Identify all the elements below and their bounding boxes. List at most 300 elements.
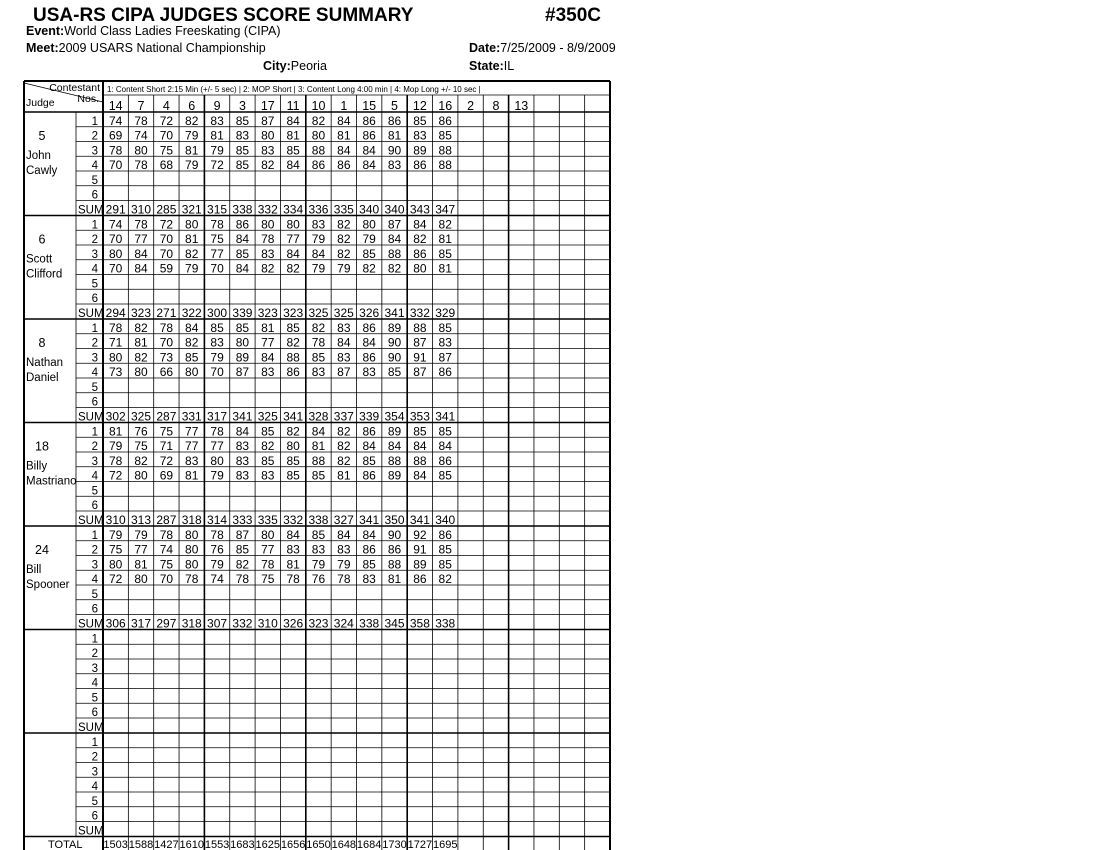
score-cell: 84: [286, 158, 300, 172]
contestant-number: 13: [514, 99, 529, 113]
score-cell: 76: [134, 424, 148, 439]
score-cell: 77: [134, 542, 148, 557]
score-cell: 82: [286, 335, 300, 350]
sum-cell: 317: [207, 409, 228, 424]
score-cell: 69: [159, 468, 174, 483]
sum-cell: 353: [409, 409, 430, 424]
judge-last-name: Clifford: [26, 268, 63, 281]
score-cell: 85: [438, 557, 452, 572]
score-cell: 82: [286, 261, 300, 276]
score-cell: 81: [337, 128, 351, 143]
score-cell: 80: [108, 350, 123, 365]
score-cell: 82: [337, 217, 351, 232]
score-cell: 75: [159, 424, 174, 439]
score-cell: 72: [108, 468, 123, 483]
score-row-number: 6: [91, 189, 98, 202]
score-row-number: 6: [91, 396, 98, 409]
sum-cell: 323: [131, 306, 152, 320]
total-cell: 1427: [154, 839, 179, 850]
sum-label: SUM: [78, 308, 104, 320]
score-cell: 92: [413, 527, 427, 542]
score-row-number: 3: [91, 248, 98, 261]
score-cell: 78: [337, 572, 351, 586]
sum-cell: 350: [384, 513, 405, 527]
contestant-number: 12: [412, 99, 427, 113]
score-cell: 85: [235, 320, 250, 335]
score-cell: 79: [311, 261, 326, 276]
score-cell: 85: [438, 542, 452, 557]
sum-cell: 354: [384, 409, 405, 424]
score-cell: 78: [311, 335, 326, 350]
sum-cell: 358: [409, 616, 430, 631]
score-cell: 73: [108, 365, 123, 379]
sum-cell: 318: [181, 616, 202, 631]
score-cell: 84: [337, 113, 351, 128]
sum-cell: 336: [308, 202, 329, 217]
contestant-number: 4: [162, 99, 170, 113]
sum-label: SUM: [78, 204, 104, 217]
sum-cell: 317: [131, 616, 152, 631]
score-cell: 82: [438, 217, 452, 232]
score-cell: 72: [159, 113, 174, 128]
score-row-number: 2: [91, 130, 98, 143]
score-row-number: 6: [91, 707, 98, 719]
score-row-number: 4: [91, 160, 98, 172]
score-cell: 86: [438, 113, 452, 128]
score-cell: 79: [185, 158, 199, 172]
score-cell: 79: [210, 468, 224, 483]
score-cell: 88: [286, 350, 300, 365]
score-cell: 68: [159, 158, 174, 172]
score-cell: 81: [387, 128, 402, 143]
judge-last-name: Spooner: [26, 579, 70, 591]
score-cell: 82: [337, 232, 351, 246]
contestant-number: 9: [213, 99, 221, 113]
score-row-number: 6: [91, 500, 98, 512]
score-cell: 82: [134, 320, 148, 335]
score-cell: 75: [159, 557, 174, 572]
score-row-number: 4: [91, 367, 98, 379]
score-cell: 80: [286, 217, 300, 232]
score-cell: 81: [185, 232, 199, 246]
score-cell: 86: [438, 453, 452, 468]
score-cell: 77: [286, 232, 300, 246]
score-cell: 88: [438, 143, 452, 158]
score-cell: 88: [311, 143, 326, 158]
sum-cell: 300: [207, 306, 228, 320]
judge-first-name: Nathan: [26, 357, 64, 369]
city-label: City:: [263, 59, 291, 73]
score-cell: 83: [235, 453, 250, 468]
score-cell: 81: [210, 128, 224, 143]
score-cell: 74: [134, 128, 148, 143]
score-cell: 86: [337, 158, 351, 172]
score-cell: 80: [362, 217, 376, 232]
score-cell: 74: [108, 217, 123, 232]
total-label: TOTAL: [48, 839, 83, 850]
score-cell: 75: [108, 542, 123, 557]
score-cell: 82: [362, 261, 376, 276]
score-cell: 89: [413, 557, 427, 572]
score-cell: 78: [134, 158, 148, 172]
score-row-number: 2: [91, 544, 98, 557]
score-cell: 80: [134, 468, 148, 483]
score-cell: 81: [387, 572, 402, 586]
score-cell: 86: [362, 113, 376, 128]
sum-cell: 306: [105, 616, 126, 631]
score-cell: 79: [337, 261, 351, 276]
sum-cell: 345: [384, 616, 405, 631]
score-cell: 84: [438, 439, 452, 453]
score-cell: 85: [311, 350, 326, 365]
score-row-number: 1: [91, 529, 98, 542]
sum-cell: 323: [308, 616, 329, 631]
score-cell: 78: [210, 424, 224, 439]
score-row-number: 5: [91, 278, 98, 291]
sum-cell: 322: [181, 306, 202, 320]
score-cell: 84: [134, 246, 148, 261]
score-cell: 91: [413, 350, 427, 365]
score-cell: 86: [362, 350, 376, 365]
score-cell: 88: [311, 453, 326, 468]
score-cell: 79: [134, 527, 148, 542]
score-cell: 78: [185, 572, 199, 586]
score-cell: 78: [108, 143, 123, 158]
sum-label: SUM: [78, 825, 104, 838]
sum-cell: 341: [359, 513, 380, 527]
score-cell: 85: [438, 128, 452, 143]
score-cell: 75: [159, 143, 174, 158]
score-cell: 86: [286, 365, 300, 379]
score-cell: 79: [337, 557, 351, 572]
score-row-number: 1: [91, 219, 98, 232]
total-cell: 1503: [103, 839, 128, 850]
score-row-number: 6: [91, 810, 98, 823]
score-cell: 84: [235, 261, 250, 276]
sum-cell: 341: [232, 409, 253, 424]
score-cell: 82: [311, 113, 326, 128]
score-row-number: 3: [91, 145, 98, 158]
score-cell: 79: [362, 232, 376, 246]
total-cell: 1648: [331, 839, 357, 850]
sum-cell: 310: [257, 616, 278, 631]
score-cell: 75: [210, 232, 224, 246]
score-row-number: 1: [91, 322, 98, 335]
score-cell: 76: [311, 572, 326, 586]
total-cell: 1656: [280, 839, 306, 850]
score-cell: 77: [134, 232, 148, 246]
score-cell: 82: [337, 453, 351, 468]
score-cell: 83: [286, 542, 300, 557]
contestant-number: 1: [340, 99, 348, 113]
corner-contestant-label: Contestant: [49, 82, 100, 94]
score-cell: 83: [413, 128, 427, 143]
sum-cell: 326: [359, 306, 380, 320]
score-cell: 70: [159, 572, 174, 586]
sum-cell: 329: [435, 306, 456, 320]
score-cell: 81: [134, 335, 148, 350]
score-cell: 84: [235, 232, 250, 246]
score-cell: 90: [387, 143, 402, 158]
contestant-number: 7: [137, 99, 145, 113]
score-cell: 79: [185, 128, 199, 143]
sum-cell: 287: [156, 513, 177, 527]
score-cell: 79: [210, 557, 224, 572]
score-cell: 85: [185, 350, 199, 365]
score-cell: 86: [362, 424, 376, 439]
sum-cell: 321: [181, 202, 202, 217]
score-cell: 80: [108, 557, 123, 572]
score-cell: 84: [413, 468, 427, 483]
score-cell: 74: [210, 572, 224, 586]
sum-cell: 341: [435, 409, 456, 424]
score-cell: 72: [159, 217, 174, 232]
score-cell: 84: [235, 424, 250, 439]
event-label: Event:: [26, 24, 65, 38]
city-value: Peoria: [290, 59, 327, 73]
score-cell: 85: [210, 320, 224, 335]
sum-cell: 297: [156, 616, 177, 631]
sum-cell: 323: [283, 306, 304, 320]
score-cell: 88: [387, 453, 402, 468]
score-cell: 73: [159, 350, 174, 365]
contestant-number: 15: [362, 99, 377, 113]
total-cell: 1727: [407, 839, 433, 850]
score-cell: 83: [235, 128, 250, 143]
score-cell: 80: [134, 365, 148, 379]
score-cell: 84: [387, 439, 402, 453]
contestant-number: 17: [260, 99, 275, 113]
sum-cell: 310: [105, 513, 126, 527]
score-cell: 79: [108, 439, 123, 453]
contestant-number: 11: [286, 99, 300, 113]
score-cell: 84: [362, 335, 376, 350]
score-cell: 83: [261, 143, 275, 158]
sum-cell: 318: [181, 513, 202, 527]
score-cell: 87: [438, 350, 452, 365]
score-cell: 85: [387, 365, 402, 379]
score-row-number: 4: [91, 677, 98, 690]
score-cell: 88: [413, 453, 427, 468]
score-cell: 79: [108, 527, 123, 542]
judge-last-name: Cawly: [26, 165, 58, 177]
score-cell: 79: [311, 557, 326, 572]
score-row-number: 1: [91, 736, 98, 749]
score-cell: 83: [311, 217, 326, 232]
score-cell: 82: [134, 350, 148, 365]
sum-cell: 325: [131, 409, 152, 424]
score-cell: 79: [210, 350, 224, 365]
score-cell: 90: [387, 527, 402, 542]
sum-cell: 291: [105, 202, 126, 217]
score-cell: 80: [134, 143, 148, 158]
judge-first-name: John: [26, 150, 51, 162]
sum-cell: 323: [257, 306, 278, 320]
score-cell: 82: [337, 424, 351, 439]
score-cell: 85: [286, 453, 300, 468]
score-cell: 71: [159, 439, 174, 453]
score-cell: 85: [362, 246, 376, 261]
score-cell: 83: [235, 468, 250, 483]
total-cell: 1650: [306, 839, 331, 850]
score-cell: 83: [235, 439, 250, 453]
judge-last-name: Mastriano: [26, 475, 77, 488]
score-cell: 85: [438, 468, 452, 483]
score-cell: 84: [413, 439, 427, 453]
sum-cell: 331: [181, 409, 202, 424]
score-cell: 86: [235, 217, 250, 232]
score-row-number: 6: [91, 603, 98, 616]
sum-cell: 325: [257, 409, 278, 424]
score-cell: 78: [286, 572, 300, 586]
sum-cell: 338: [359, 616, 380, 631]
score-cell: 84: [261, 350, 275, 365]
score-cell: 84: [362, 143, 376, 158]
score-cell: 87: [413, 335, 427, 350]
score-cell: 85: [413, 113, 427, 128]
score-cell: 87: [235, 365, 250, 379]
score-cell: 82: [185, 335, 199, 350]
score-cell: 77: [261, 542, 275, 557]
score-cell: 84: [337, 527, 351, 542]
score-cell: 82: [337, 439, 351, 453]
score-cell: 83: [185, 453, 199, 468]
score-cell: 88: [387, 557, 402, 572]
score-cell: 83: [387, 158, 402, 172]
score-cell: 80: [261, 527, 275, 542]
score-cell: 81: [311, 439, 326, 453]
total-cell: 1553: [204, 839, 230, 850]
score-cell: 84: [185, 320, 199, 335]
score-row-number: 4: [91, 574, 98, 586]
score-cell: 81: [337, 468, 351, 483]
sum-cell: 333: [232, 513, 253, 527]
score-row-number: 4: [91, 470, 98, 483]
score-cell: 83: [362, 365, 376, 379]
contestant-number: 6: [188, 99, 196, 113]
score-cell: 84: [362, 527, 376, 542]
contestant-number: 3: [238, 99, 246, 113]
score-cell: 80: [286, 439, 300, 453]
score-cell: 78: [261, 557, 275, 572]
sum-cell: 315: [207, 202, 228, 217]
score-cell: 91: [413, 542, 427, 557]
score-cell: 83: [210, 113, 224, 128]
state-value: IL: [503, 59, 515, 73]
total-cell: 1730: [382, 839, 407, 850]
score-cell: 74: [159, 542, 174, 557]
score-cell: 85: [235, 246, 250, 261]
score-cell: 86: [413, 158, 427, 172]
score-cell: 84: [362, 158, 376, 172]
sum-cell: 271: [156, 306, 177, 320]
score-row-number: 2: [91, 751, 98, 764]
document-number: #350C: [545, 5, 601, 26]
score-row-number: 2: [91, 234, 98, 246]
score-cell: 81: [108, 424, 123, 439]
sum-label: SUM: [78, 515, 104, 527]
score-cell: 83: [261, 246, 275, 261]
document-title: USA-RS CIPA JUDGES SCORE SUMMARY: [33, 5, 414, 26]
score-cell: 89: [413, 143, 427, 158]
judge-number: 8: [38, 336, 46, 350]
score-cell: 75: [261, 572, 275, 586]
score-cell: 77: [210, 439, 224, 453]
score-cell: 85: [438, 320, 452, 335]
score-cell: 72: [159, 453, 174, 468]
sum-label: SUM: [78, 722, 104, 734]
sum-cell: 314: [207, 513, 228, 527]
score-row-number: 5: [91, 381, 98, 394]
total-cell: 1610: [179, 839, 204, 850]
score-cell: 77: [185, 439, 199, 453]
score-row-number: 3: [91, 766, 98, 779]
sum-cell: 287: [156, 409, 177, 424]
score-cell: 74: [108, 113, 123, 128]
score-cell: 79: [210, 143, 224, 158]
sum-cell: 313: [131, 513, 152, 527]
score-cell: 80: [185, 527, 199, 542]
score-row-number: 6: [91, 293, 98, 305]
sum-cell: 310: [131, 202, 152, 217]
score-row-number: 3: [91, 455, 98, 468]
sum-cell: 341: [409, 513, 430, 527]
judge-first-name: Billy: [26, 460, 48, 473]
sum-cell: 294: [105, 306, 126, 320]
score-cell: 81: [286, 128, 300, 143]
score-cell: 78: [108, 320, 123, 335]
score-cell: 85: [235, 158, 250, 172]
sum-cell: 335: [333, 202, 354, 217]
judge-number: 24: [35, 543, 49, 557]
score-cell: 77: [210, 246, 224, 261]
score-cell: 82: [185, 113, 199, 128]
score-cell: 85: [413, 424, 427, 439]
score-cell: 78: [210, 527, 224, 542]
judge-number: 6: [38, 232, 46, 247]
score-row-number: 3: [91, 559, 98, 572]
score-row-number: 1: [91, 633, 98, 646]
sum-cell: 307: [207, 616, 228, 631]
score-cell: 82: [311, 320, 326, 335]
score-cell: 84: [311, 246, 326, 261]
score-cell: 77: [261, 335, 275, 350]
sum-label: SUM: [78, 411, 104, 424]
score-cell: 86: [438, 365, 452, 379]
score-cell: 81: [438, 232, 452, 246]
score-row-number: 3: [91, 662, 98, 675]
score-cell: 82: [261, 439, 275, 453]
score-cell: 82: [286, 424, 300, 439]
sum-cell: 341: [283, 409, 304, 424]
score-cell: 70: [108, 261, 123, 276]
score-row-number: 2: [91, 441, 98, 453]
score-cell: 71: [108, 335, 123, 350]
score-cell: 85: [362, 557, 376, 572]
event-value: World Class Ladies Freeskating (CIPA): [64, 24, 281, 38]
score-row-number: 5: [91, 795, 98, 808]
score-cell: 85: [235, 143, 250, 158]
score-cell: 87: [387, 217, 402, 232]
sum-cell: 302: [105, 409, 126, 424]
sum-cell: 340: [435, 513, 456, 527]
score-cell: 86: [387, 113, 402, 128]
sum-cell: 328: [308, 409, 329, 424]
score-cell: 86: [362, 542, 376, 557]
sum-cell: 325: [308, 306, 329, 320]
sum-cell: 338: [435, 616, 456, 631]
meet-label: Meet:: [26, 41, 59, 55]
